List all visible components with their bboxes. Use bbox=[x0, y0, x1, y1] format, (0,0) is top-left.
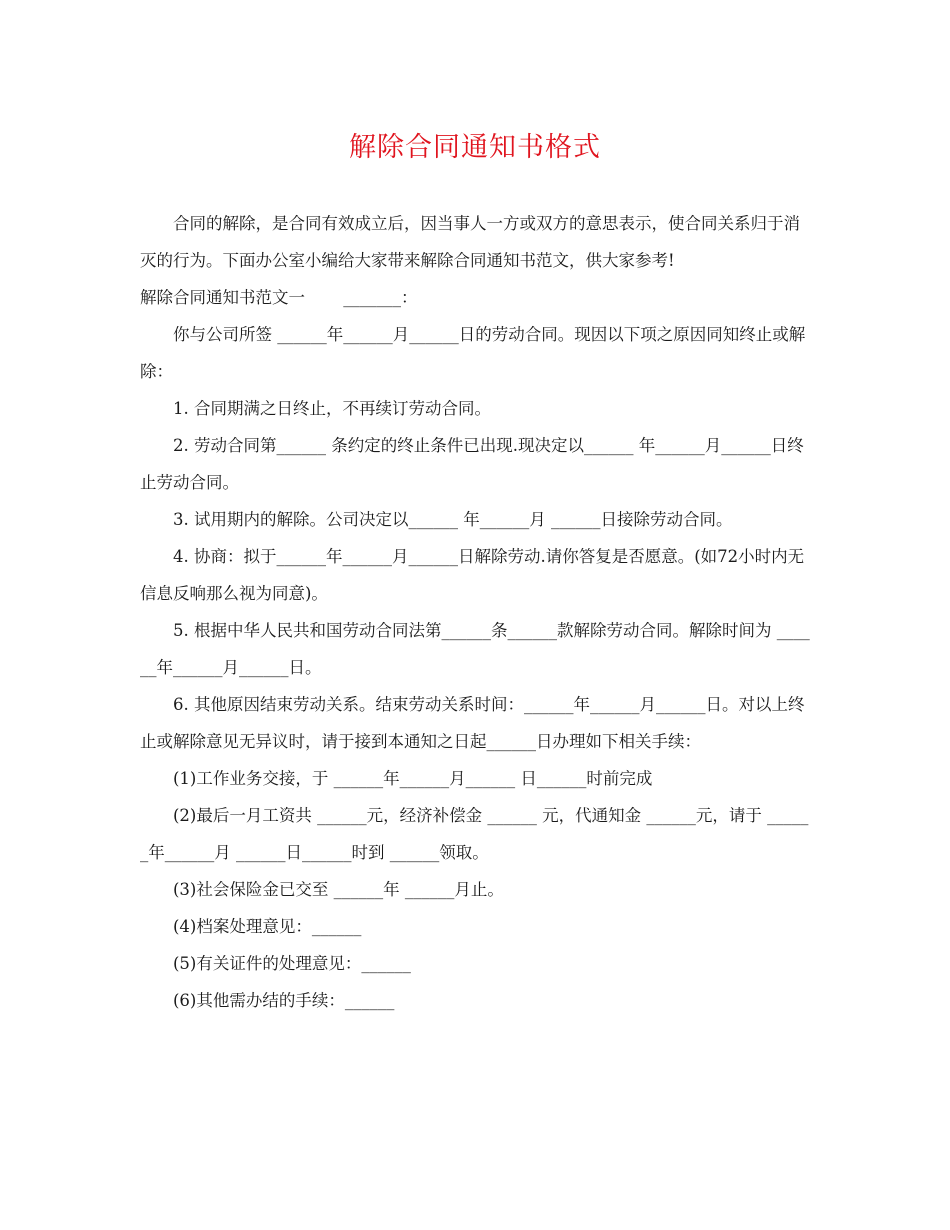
procedure-item: (4)档案处理意见：______ bbox=[173, 917, 362, 936]
list-item: 4. 协商：拟于______年______月______日解除劳动.请你答复是否愿意。(如72小时内无信息反响那么视为同意)。 bbox=[140, 547, 805, 603]
procedure-item: (3)社会保险金已交至 ______年 ______月止。 bbox=[173, 880, 504, 899]
opening-paragraph: 你与公司所签 ______年______月______日的劳动合同。现因以下项之原因同知终止或解除： bbox=[140, 325, 806, 381]
document-title: 解除合同通知书格式 bbox=[349, 132, 601, 163]
list-item: 2. 劳动合同第______ 条约定的终止条件已出现.现决定以______ 年______月______日终止劳动合同。 bbox=[140, 436, 804, 492]
procedure-item: (6)其他需办结的手续：______ bbox=[173, 991, 395, 1010]
procedure-item: (1)工作业务交接，于 ______年______月______ 日______时前完成 bbox=[173, 769, 653, 788]
document-body bbox=[140, 205, 812, 1019]
procedure-item: (2)最后一月工资共 ______元，经济补偿金 ______ 元，代通知金 ______元，请于 ______年______月 ______日______时到 ______领取。 bbox=[140, 806, 809, 862]
list-item: 3. 试用期内的解除。公司决定以______ 年______月 ______日接除劳动合同。 bbox=[173, 510, 733, 529]
intro-paragraph: 合同的解除，是合同有效成立后，因当事人一方或双方的意思表示，使合同关系归于消灭的行为。下面办公室小编给大家带来解除合同通知书范文，供大家参考! bbox=[140, 214, 800, 270]
list-item: 1. 合同期满之日终止，不再续订劳动合同。 bbox=[173, 399, 491, 418]
sample-heading: 解除合同通知书范文一 _______： bbox=[140, 288, 418, 307]
procedure-item: (5)有关证件的处理意见：______ bbox=[173, 954, 411, 973]
list-item: 6. 其他原因结束劳动关系。结束劳动关系时间：______年______月______日。对以上终止或解除意见无异议时，请于接到本通知之日起______日办理如下相关手续： bbox=[140, 695, 805, 751]
list-item: 5. 根据中华人民共和国劳动合同法第______条______款解除劳动合同。解除时间为 ______年______月______日。 bbox=[140, 621, 810, 677]
